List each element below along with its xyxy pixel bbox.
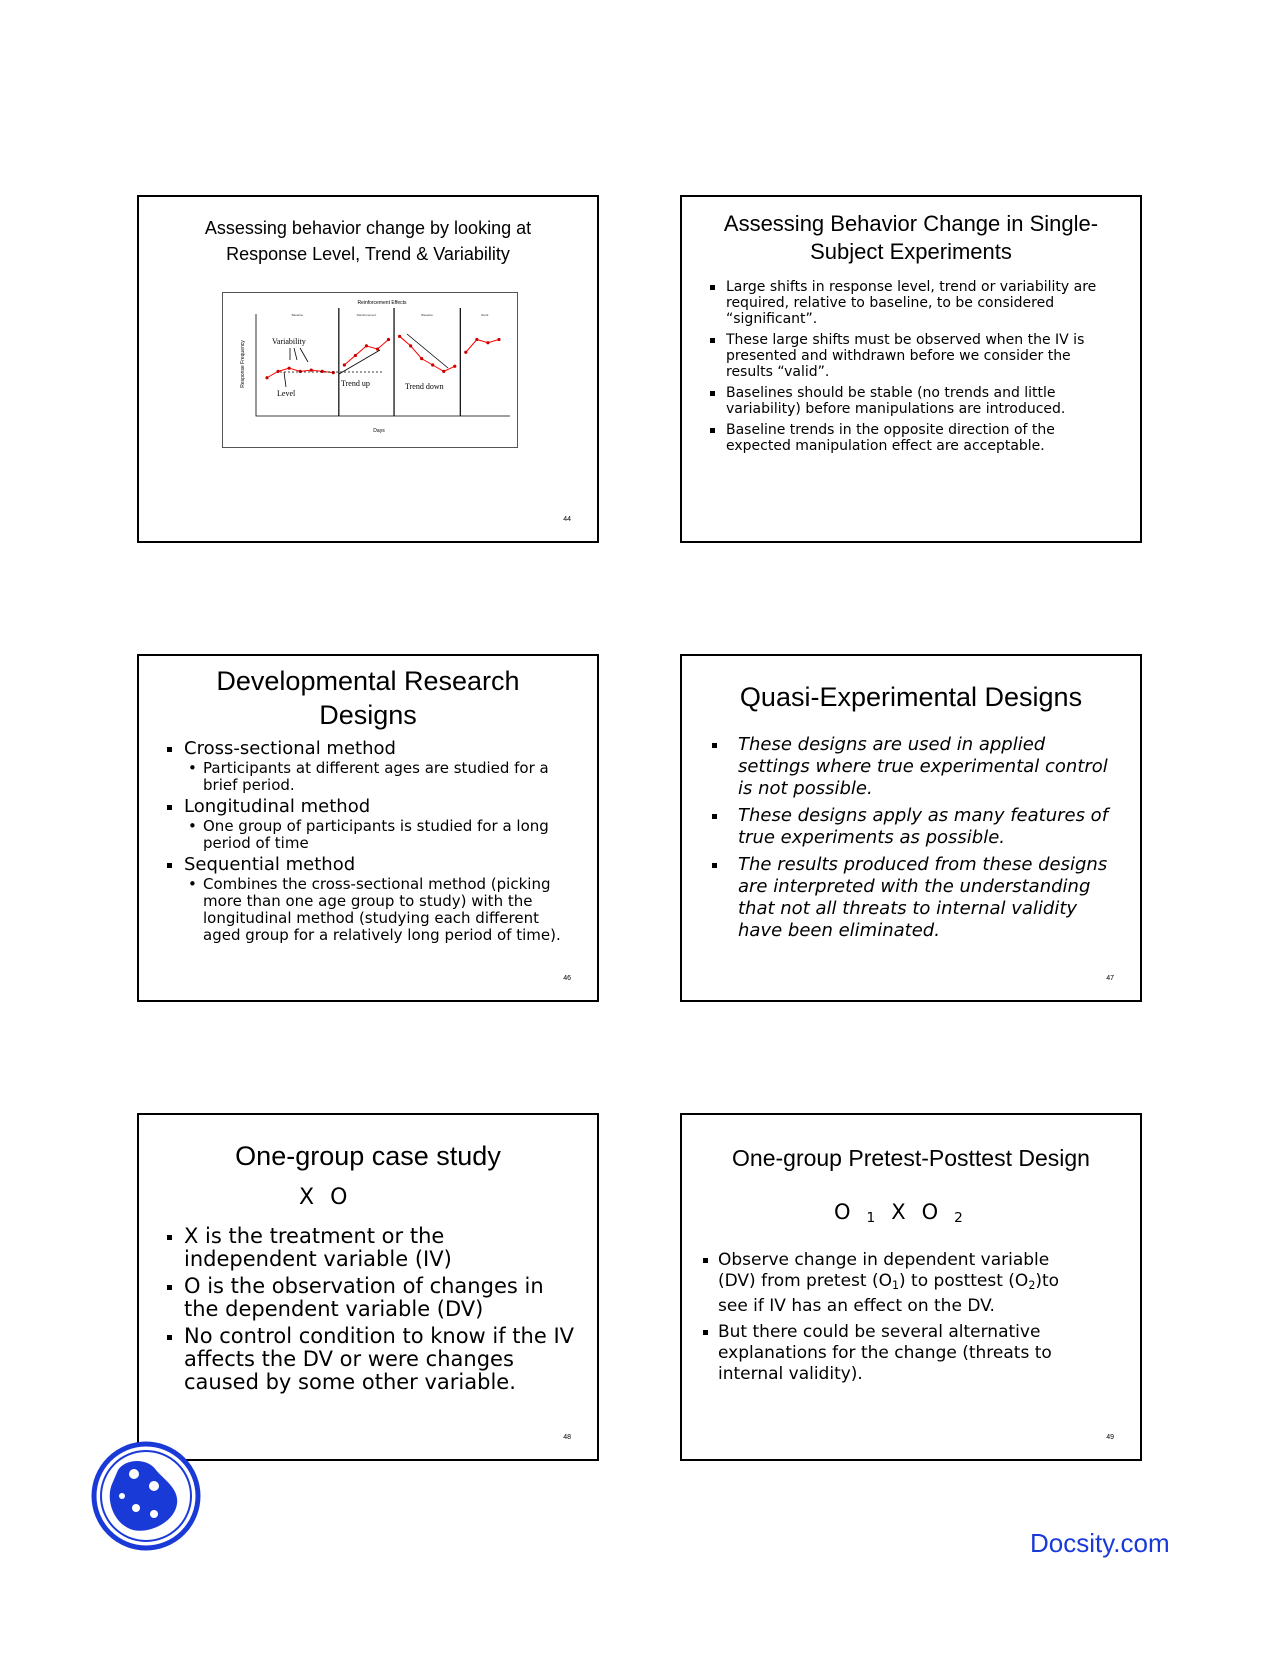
- bullet-text: )to see if IV has an effect on the DV.: [718, 1271, 1060, 1316]
- bullet-item: No control condition to know if the IV affects the DV or were changes caused by some other variable.: [184, 1325, 577, 1394]
- method-detail: • Combines the cross-sectional method (picking more than one age group to study) with the longitudinal method (studying each different aged group for a relatively long period of time).: [186, 876, 577, 944]
- bullet-text: ) to posttest (O: [899, 1271, 1029, 1291]
- slide-number: 48: [563, 1434, 571, 1441]
- data-point: [332, 371, 335, 374]
- slide-47: [680, 654, 1142, 1002]
- bullet-item: But there could be several alternative explanations for the change (threats to internal validity).: [718, 1322, 1070, 1385]
- bullet-item: Baselines should be stable (no trends and little variability) before manipulations are introduced.: [726, 385, 1110, 417]
- bullet-item: These designs apply as many features of true experiments as possible.: [738, 805, 1116, 849]
- bullet-item: The results produced from these designs are interpreted with the understanding that not all threats to internal validity have been eliminated.: [738, 854, 1116, 942]
- bullet-item: Baseline trends in the opposite direction of the expected manipulation effect are acceptable.: [726, 422, 1110, 454]
- data-point: [475, 338, 478, 341]
- phase-label: Baseline: [421, 313, 433, 317]
- slide-title: [139, 664, 597, 732]
- annotation-variability: Variability: [272, 337, 306, 346]
- slide-title: Assessing Behavior Change in Single-Subject Experiments: [723, 211, 1099, 264]
- annotation-trend-up: Trend up: [341, 379, 370, 388]
- phase-label: Baseline: [291, 313, 304, 317]
- method-label: Sequential method: [184, 854, 356, 875]
- slide-title: Quasi-Experimental Designs: [739, 682, 1083, 712]
- formula-x: X: [299, 1185, 317, 1210]
- title-line: Developmental Research: [216, 666, 520, 696]
- slide-48: [137, 1113, 599, 1461]
- x-axis-label: Days: [373, 428, 385, 434]
- data-point: [442, 370, 445, 373]
- data-point: [464, 351, 467, 354]
- method-item: [184, 796, 577, 852]
- docsity-logo-icon: [90, 1440, 202, 1552]
- data-point: [354, 354, 357, 357]
- bullet-item: These large shifts must be observed when the IV is presented and withdrawn before we consider the results “valid”.: [726, 332, 1110, 380]
- annotation-trend-down: Trend down: [405, 382, 444, 391]
- slide-number: 49: [1106, 1434, 1114, 1441]
- slide-44: [137, 195, 599, 543]
- method-detail: • Participants at different ages are studied for a brief period.: [186, 760, 577, 794]
- slide-number: 47: [1106, 975, 1114, 982]
- data-point: [321, 370, 324, 373]
- bullet-item: X is the treatment or the independent variable (IV): [184, 1225, 577, 1271]
- data-point: [276, 370, 279, 373]
- slide-45: [680, 195, 1142, 543]
- formula-o: O: [330, 1185, 350, 1210]
- slide-title: Assessing behavior change by looking at Response Level, Trend & Variability: [204, 218, 532, 264]
- bullet-list: [738, 734, 1116, 942]
- bullet-item: [718, 1250, 1070, 1317]
- data-point: [265, 376, 268, 379]
- data-point: [409, 344, 412, 347]
- bullet-item: O is the observation of changes in the dependent variable (DV): [184, 1275, 577, 1321]
- slide-46: [137, 654, 599, 1002]
- formula-o: O: [834, 1200, 851, 1224]
- data-point: [343, 363, 346, 366]
- formula-x: X: [891, 1200, 906, 1224]
- method-item: [184, 738, 577, 794]
- bullet-list: [718, 1250, 1070, 1390]
- data-point: [431, 363, 434, 366]
- slide-title: One-group Pretest-Posttest Design: [732, 1145, 1090, 1171]
- phase-label: Reinf.: [481, 313, 490, 317]
- data-point: [288, 367, 291, 370]
- slide-number: 44: [563, 516, 571, 523]
- slide-number: 46: [563, 975, 571, 982]
- bullet-list: [184, 1225, 577, 1398]
- data-point: [299, 370, 302, 373]
- formula-sub: 2: [954, 1210, 963, 1226]
- annotation-level: Level: [277, 389, 296, 398]
- chart-title: Reinforcement Effects: [357, 300, 407, 306]
- data-point: [365, 344, 368, 347]
- bullet-list: [726, 279, 1110, 454]
- design-formula: [299, 1185, 363, 1210]
- design-formula: [834, 1200, 979, 1226]
- slide-49: [680, 1113, 1142, 1461]
- phase-label: Reinforcement: [356, 313, 377, 317]
- method-item: [184, 854, 577, 944]
- data-point: [453, 365, 456, 368]
- title-line: Designs: [319, 700, 417, 730]
- formula-o: O: [921, 1200, 939, 1224]
- formula-sub: 1: [866, 1210, 876, 1226]
- data-point: [486, 341, 489, 344]
- data-point: [497, 338, 500, 341]
- data-point: [398, 335, 401, 338]
- bullet-text: Observe change in dependent variable (DV) from pretest (O: [718, 1250, 1050, 1291]
- data-point: [387, 338, 390, 341]
- method-detail: • One group of participants is studied for a long period of time: [186, 818, 577, 852]
- reinforcement-chart: [222, 292, 518, 448]
- data-point: [420, 357, 423, 360]
- method-list: [184, 738, 577, 944]
- slide-title: One-group case study: [235, 1141, 501, 1171]
- bullet-item: Large shifts in response level, trend or variability are required, relative to baseline, to be considered “significant”.: [726, 279, 1110, 327]
- method-label: Longitudinal method: [184, 796, 371, 817]
- bullet-item: These designs are used in applied settings where true experimental control is not possible.: [738, 734, 1116, 800]
- y-axis-label: Response Frequency: [240, 340, 246, 388]
- brand-link[interactable]: Docsity.com: [1030, 1528, 1170, 1558]
- method-label: Cross-sectional method: [184, 738, 396, 759]
- bullet-sub: 2: [1028, 1279, 1036, 1292]
- bullet-sub: 1: [891, 1279, 900, 1292]
- data-point: [376, 347, 379, 350]
- data-point: [310, 369, 313, 372]
